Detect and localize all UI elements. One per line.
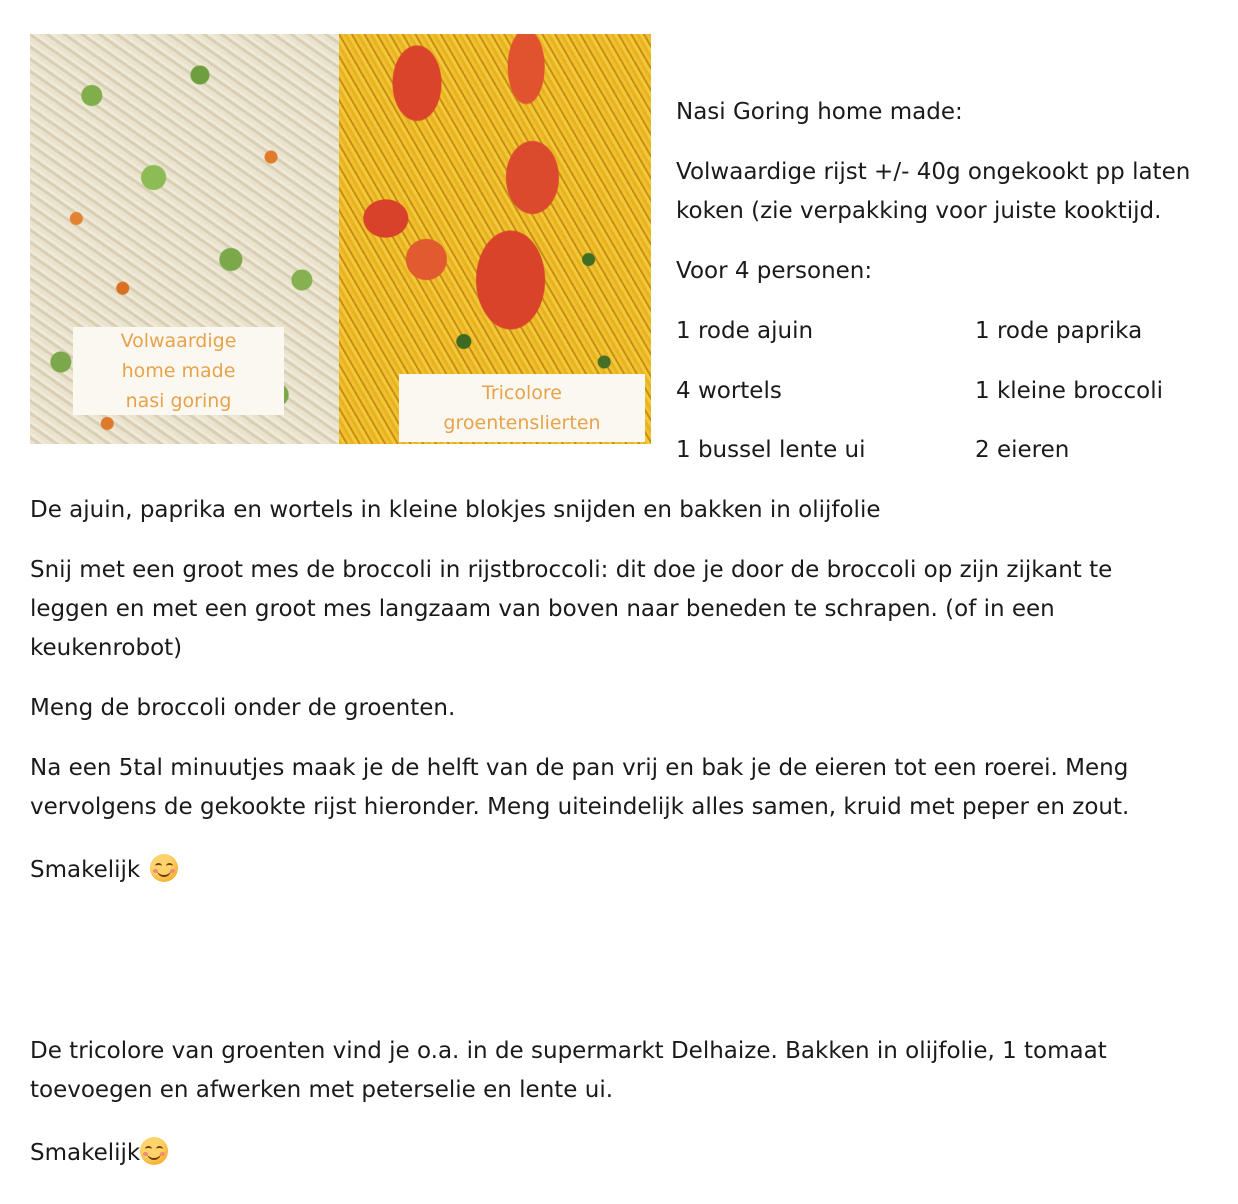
- ingredient-item: 1 rode paprika: [975, 318, 1143, 344]
- ingredient-item: 2 eieren: [975, 437, 1070, 463]
- rice-photo-caption: [73, 327, 284, 415]
- recipe-title: Nasi Goring home made:: [676, 99, 963, 125]
- step-text: Snij met een groot mes de broccoli in rijstbroccoli: dit doe je door de broccoli op zijn zijkant te: [30, 557, 1113, 583]
- rice-caption-line: Volwaardige: [120, 330, 237, 352]
- vegetable-photo-caption: [399, 374, 645, 442]
- rice-photo: [30, 34, 339, 444]
- tricolore-text: De tricolore van groenten vind je o.a. in de supermarkt Delhaize. Bakken in olijfolie, 1 tomaat: [30, 1038, 1107, 1064]
- rice-instruction-line: koken (zie verpakking voor juiste kooktijd.: [676, 198, 1162, 224]
- ingredient-item: 1 kleine broccoli: [975, 378, 1163, 404]
- closing-text: Smakelijk: [30, 1140, 141, 1166]
- ingredient-item: 4 wortels: [676, 378, 782, 404]
- ingredient-item: 1 bussel lente ui: [676, 437, 866, 463]
- smiling-face-icon: [140, 1137, 168, 1165]
- vegetable-photo: [339, 34, 651, 444]
- closing-text: Smakelijk: [30, 857, 141, 883]
- step-text: keukenrobot): [30, 635, 183, 661]
- rice-instruction-line: Volwaardige rijst +/- 40g ongekookt pp laten: [676, 159, 1191, 185]
- vegetable-caption-line: Tricolore: [482, 382, 562, 404]
- servings-label: Voor 4 personen:: [676, 258, 873, 284]
- closing-line: [30, 1134, 168, 1173]
- step-text: leggen en met een groot mes langzaam van boven naar beneden te schrapen. (of in een: [30, 596, 1055, 622]
- tricolore-text: toevoegen en afwerken met peterselie en lente ui.: [30, 1077, 614, 1103]
- step-text: Na een 5tal minuutjes maak je de helft van de pan vrij en bak je de eieren tot een roerei. Meng: [30, 755, 1129, 781]
- smiling-face-icon: [150, 854, 178, 882]
- vegetable-caption-line: groentenslierten: [443, 412, 601, 434]
- rice-caption-line: nasi goring: [125, 390, 232, 412]
- rice-caption-line: home made: [121, 360, 236, 382]
- ingredient-item: 1 rode ajuin: [676, 318, 814, 344]
- step-text: Meng de broccoli onder de groenten.: [30, 695, 456, 721]
- step-text: vervolgens de gekookte rijst hieronder. Meng uiteindelijk alles samen, kruid met peper en zout.: [30, 794, 1130, 820]
- step-text: De ajuin, paprika en wortels in kleine blokjes snijden en bakken in olijfolie: [30, 497, 881, 523]
- closing-line: [30, 851, 178, 890]
